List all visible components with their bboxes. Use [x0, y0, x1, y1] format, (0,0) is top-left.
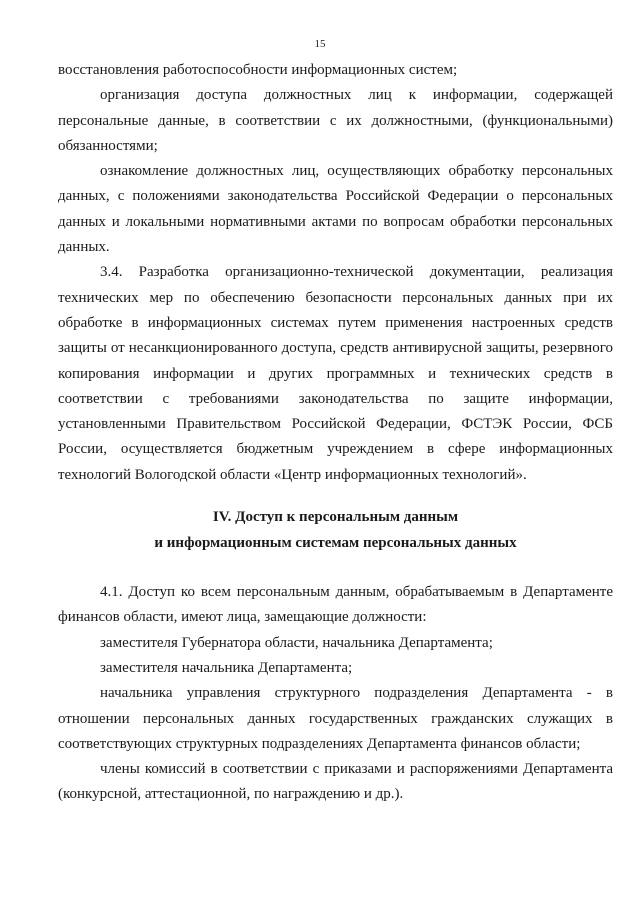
section-heading-line-2: и информационным системам персональных данных: [154, 535, 517, 552]
paragraph-continuation: восстановления работоспособности информационных систем;: [58, 62, 458, 78]
section-heading-line-1: IV. Доступ к персональным данным: [212, 509, 459, 526]
section-heading-iv: [58, 504, 613, 556]
list-item-deputy-governor: заместителя Губернатора области, начальника Департамента;: [100, 634, 493, 651]
list-item-commission-members: члены комиссий в соответствии с приказами и распоряжениями Департамента (конкурсной, аттестационной, по награждению и др.).: [58, 761, 613, 803]
page-number: 15: [314, 38, 326, 50]
list-item-deputy-head: заместителя начальника Департамента;: [100, 659, 353, 676]
paragraph-access-organization: организация доступа должностных лиц к информации, содержащей персональные данные, в соответствии с их должностными, (функциональными) обязанностями;: [58, 87, 613, 154]
paragraph-familiarization: ознакомление должностных лиц, осуществляющих обработку персональных данных, с положениями законодательства Российской Федерации о персональных данных и локальными нормативными актами по вопросам обработки персональных данных.: [58, 163, 613, 256]
paragraph-4-1: 4.1. Доступ ко всем персональным данным, обрабатываемым в Департаменте финансов области, имеют лица, замещающие должности:: [58, 584, 613, 626]
list-item-department-head: начальника управления структурного подразделения Департамента - в отношении персональных данных государственных гражданских служащих в соответствующих структурных подразделениях Департамента финансов области;: [58, 685, 613, 752]
document-body: [58, 58, 613, 808]
paragraph-3-4: 3.4. Разработка организационно-технической документации, реализация технических мер по обеспечению безопасности персональных данных при их обработке в информационных системах путем применения настроенных средств защиты от несанкционированного доступа, средств антивирусной защиты, резервного копирования информации и других программных и технических средств в соответствии с требованиями законодательства по защите информации, установленными Правительством Российской Федерации, ФСТЭК России, ФСБ России, осуществляется бюджетным учреждением в сфере информационных технологий Вологодской области «Центр информационных технологий».: [58, 264, 613, 483]
